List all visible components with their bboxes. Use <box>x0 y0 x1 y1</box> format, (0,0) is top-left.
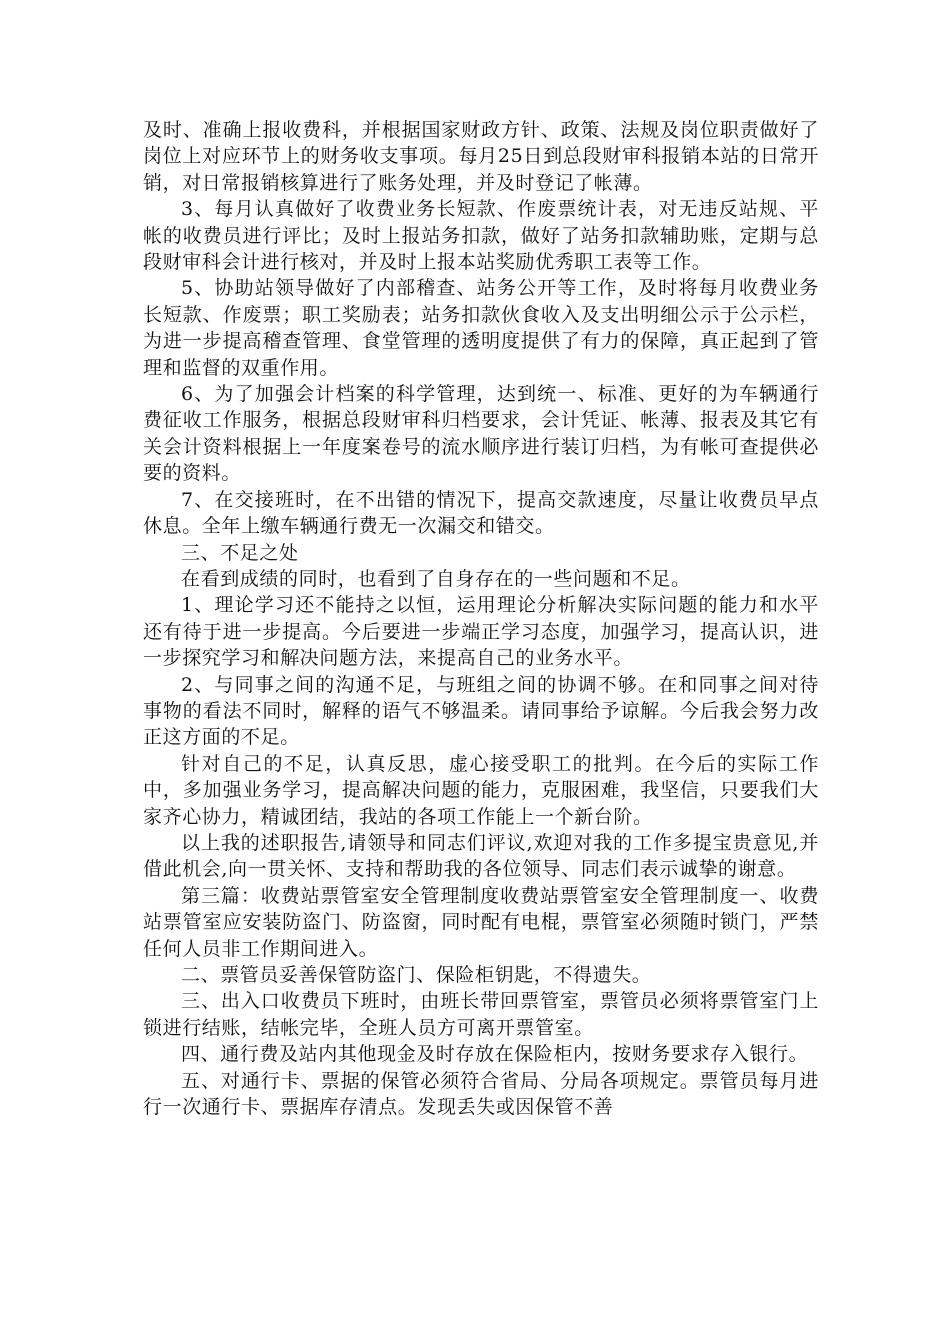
paragraph-continuation: 及时、准确上报收费科，并根据国家财政方针、政策、法规及岗位职责做好了岗位上对应环节上的财务收支事项。每月25日到总段财审科报销本站的日常开销，对日常报销核算进行了账务处理，并及时登记了帐薄。 <box>143 119 819 194</box>
paragraph-rule-3: 三、出入口收费员下班时，由班长带回票管室，票管员必须将票管室门上锁进行结账，结帐完毕，全班人员方可离开票管室。 <box>143 990 819 1039</box>
paragraph-rule-5: 五、对通行卡、票据的保管必须符合省局、分局各项规定。票管员每月进行一次通行卡、票据库存清点。发现丢失或因保管不善 <box>143 1069 819 1119</box>
document-body <box>143 117 819 1120</box>
paragraph-item-5: 5、协助站领导做好了内部稽查、站务公开等工作，及时将每月收费业务长短款、作废票；职工奖励表；站务扣款伙食收入及支出明细公示于公示栏，为进一步提高稽查管理、食堂管理的透明度提供了有力的保障，真正起到了管理和监督的双重作用。 <box>143 277 819 379</box>
paragraph-rule-2: 二、票管员妥善保管防盗门、保险柜钥匙，不得遗失。 <box>181 964 652 986</box>
paragraph-item-3: 3、每月认真做好了收费业务长短款、作废票统计表，对无违反站规、平帐的收费员进行评比；及时上报站务扣款，做好了站务扣款辅助账，定期与总段财审科会计进行核对，并及时上报本站奖励优秀职工表等工作。 <box>143 198 819 274</box>
paragraph-rule-4: 四、通行费及站内其他现金及时存放在保险柜内，按财务要求存入银行。 <box>181 1043 809 1066</box>
paragraph-part-three-title: 第三篇：收费站票管室安全管理制度收费站票管室安全管理制度一、收费站票管室应安装防盗门、防盗窗，同时配有电棍，票管室必须随时锁门，严禁任何人员非工作期间进入。 <box>143 884 819 960</box>
paragraph-reflection: 针对自己的不足，认真反思，虚心接受职工的批判。在今后的实际工作中，多加强业务学习，提高解决问题的能力，克服困难，我坚信，只要我们大家齐心协力，精诚团结，我站的各项工作能上一个新台阶。 <box>143 752 819 828</box>
paragraph-closing: 以上我的述职报告,请领导和同志们评议,欢迎对我的工作多提宝贵意见,并借此机会,向一贯关怀、支持和帮助我的各位领导、同志们表示诚挚的谢意。 <box>143 831 819 881</box>
paragraph-item-6: 6、为了加强会计档案的科学管理，达到统一、标准、更好的为车辆通行费征收工作服务，根据总段财审科归档要求，会计凭证、帐薄、报表及其它有关会计资料根据上一年度案卷号的流水顺序进行装订归档，为有帐可查提供必要的资料。 <box>143 383 819 485</box>
paragraph-shortcomings-intro: 在看到成绩的同时，也看到了自身存在的一些问题和不足。 <box>181 567 691 590</box>
section-heading-shortcomings: 三、不足之处 <box>181 541 299 564</box>
paragraph-item-7: 7、在交接班时，在不出错的情况下，提高交款速度，尽量让收费员早点休息。全年上缴车辆通行费无一次漏交和错交。 <box>143 488 819 538</box>
paragraph-shortcoming-2: 2、与同事之间的沟通不足，与班组之间的协调不够。在和同事之间对待事物的看法不同时，解释的语气不够温柔。请同事给予谅解。今后我会努力改正这方面的不足。 <box>143 673 819 749</box>
paragraph-shortcoming-1: 1、理论学习还不能持之以恒，运用理论分析解决实际问题的能力和水平还有待于进一步提高。今后要进一步端正学习态度，加强学习，提高认识，进一步探究学习和解决问题方法，来提高自己的业务水平。 <box>143 594 819 670</box>
